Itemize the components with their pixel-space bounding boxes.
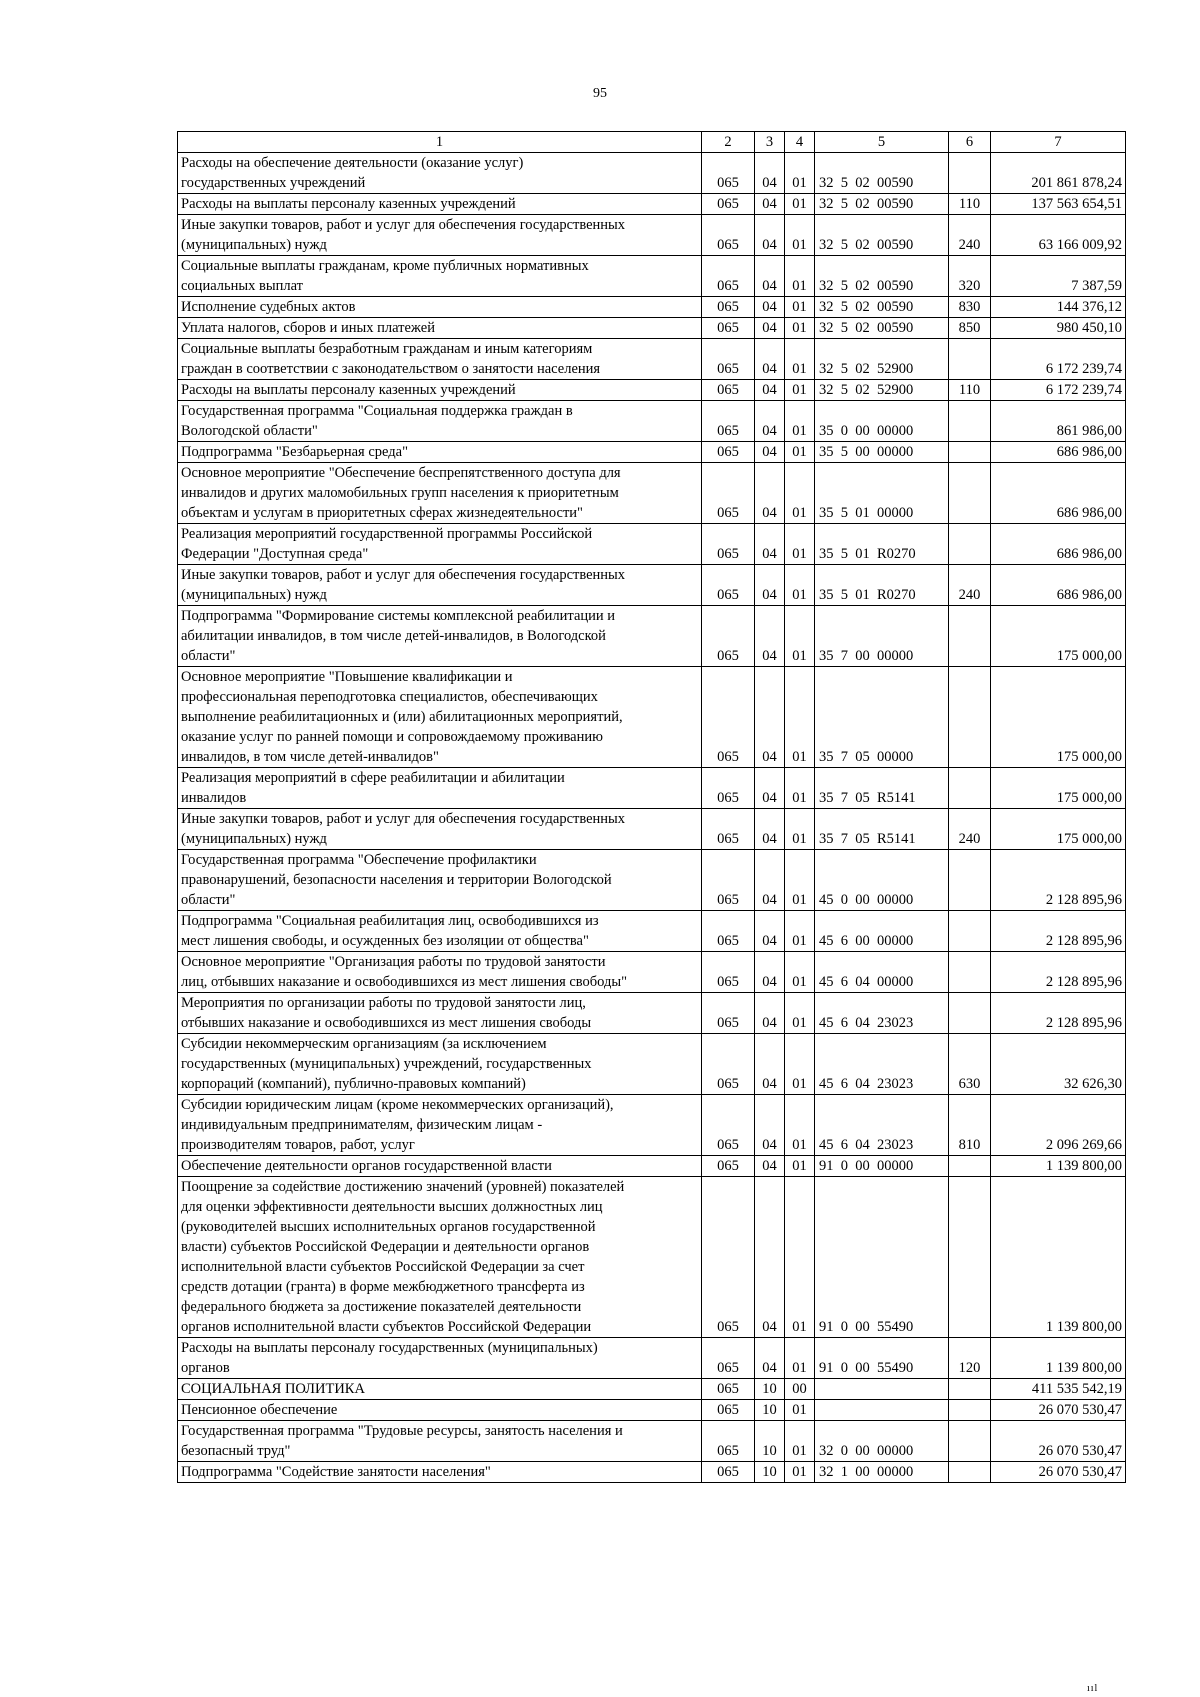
row-expense-type: 110 (949, 194, 991, 215)
row-admin-code: 065 (702, 850, 755, 911)
row-admin-code: 065 (702, 911, 755, 952)
header-col-section: 3 (755, 132, 785, 153)
row-section: 04 (755, 380, 785, 401)
row-admin-code: 065 (702, 952, 755, 993)
row-section: 04 (755, 1034, 785, 1095)
row-admin-code: 065 (702, 1379, 755, 1400)
row-expense-type (949, 442, 991, 463)
row-admin-code: 065 (702, 1034, 755, 1095)
row-subsection: 01 (785, 215, 815, 256)
row-expense-type (949, 768, 991, 809)
table-row (178, 850, 1126, 911)
table-row (178, 194, 1126, 215)
row-section: 04 (755, 194, 785, 215)
row-admin-code: 065 (702, 1156, 755, 1177)
row-expense-type: 850 (949, 318, 991, 339)
table-row (178, 1338, 1126, 1379)
row-expense-type: 240 (949, 215, 991, 256)
table-row (178, 153, 1126, 194)
table-row (178, 1177, 1126, 1338)
row-amount: 2 096 269,66 (991, 1095, 1126, 1156)
row-section: 04 (755, 565, 785, 606)
row-expense-type (949, 606, 991, 667)
row-target-article: 35 5 01 R0270 (815, 524, 949, 565)
row-amount: 7 387,59 (991, 256, 1126, 297)
row-subsection: 01 (785, 952, 815, 993)
row-amount: 26 070 530,47 (991, 1462, 1126, 1483)
budget-table (177, 131, 1126, 1483)
row-section: 04 (755, 606, 785, 667)
row-target-article: 45 0 00 00000 (815, 850, 949, 911)
row-section: 04 (755, 256, 785, 297)
row-subsection: 01 (785, 1156, 815, 1177)
row-name: Уплата налогов, сборов и иных платежей (178, 318, 702, 339)
row-subsection: 01 (785, 993, 815, 1034)
row-expense-type (949, 911, 991, 952)
row-subsection: 01 (785, 256, 815, 297)
row-target-article: 35 5 01 R0270 (815, 565, 949, 606)
row-name: Поощрение за содействие достижению значений (уровней) показателей для оценки эффективности деятельности высших должностных лиц (руководителей высших исполнительных органов государственной власти) субъектов Российской Федерации и деятельности органов исполнительной власти субъектов Российской Федерации за счет средств дотации (гранта) в форме межбюджетного трансферта из федерального бюджета за достижение показателей деятельности органов исполнительной власти субъектов Российской Федерации (178, 1177, 702, 1338)
row-section: 04 (755, 1177, 785, 1338)
row-section: 04 (755, 993, 785, 1034)
row-amount: 2 128 895,96 (991, 952, 1126, 993)
row-admin-code: 065 (702, 380, 755, 401)
row-name: Иные закупки товаров, работ и услуг для обеспечения государственных (муниципальных) нужд (178, 809, 702, 850)
row-name: Расходы на выплаты персоналу казенных учреждений (178, 380, 702, 401)
table-row (178, 318, 1126, 339)
row-subsection: 01 (785, 667, 815, 768)
row-amount: 26 070 530,47 (991, 1421, 1126, 1462)
row-admin-code: 065 (702, 318, 755, 339)
row-section: 10 (755, 1462, 785, 1483)
row-section: 10 (755, 1421, 785, 1462)
row-amount: 861 986,00 (991, 401, 1126, 442)
row-name: Расходы на выплаты персоналу казенных учреждений (178, 194, 702, 215)
table-row (178, 993, 1126, 1034)
row-target-article: 35 7 05 R5141 (815, 809, 949, 850)
table-row (178, 297, 1126, 318)
row-target-article: 32 5 02 00590 (815, 256, 949, 297)
row-admin-code: 065 (702, 606, 755, 667)
row-name: Реализация мероприятий государственной программы Российской Федерации "Доступная среда" (178, 524, 702, 565)
row-section: 04 (755, 809, 785, 850)
row-amount: 175 000,00 (991, 606, 1126, 667)
row-section: 04 (755, 1156, 785, 1177)
row-expense-type: 320 (949, 256, 991, 297)
row-expense-type: 830 (949, 297, 991, 318)
row-subsection: 01 (785, 194, 815, 215)
row-target-article: 45 6 04 00000 (815, 952, 949, 993)
table-row (178, 667, 1126, 768)
row-section: 04 (755, 153, 785, 194)
row-name: Государственная программа "Обеспечение профилактики правонарушений, безопасности населения и территории Вологодской области" (178, 850, 702, 911)
table-row (178, 1156, 1126, 1177)
row-admin-code: 065 (702, 1095, 755, 1156)
table-row (178, 911, 1126, 952)
table-body (178, 153, 1126, 1483)
table-row (178, 215, 1126, 256)
row-admin-code: 065 (702, 153, 755, 194)
row-name: Реализация мероприятий в сфере реабилитации и абилитации инвалидов (178, 768, 702, 809)
row-expense-type: 120 (949, 1338, 991, 1379)
row-admin-code: 065 (702, 256, 755, 297)
row-subsection: 01 (785, 524, 815, 565)
row-section: 04 (755, 297, 785, 318)
row-name: Государственная программа "Социальная поддержка граждан в Вологодской области" (178, 401, 702, 442)
row-admin-code: 065 (702, 297, 755, 318)
row-amount: 2 128 895,96 (991, 911, 1126, 952)
row-admin-code: 065 (702, 993, 755, 1034)
row-section: 04 (755, 768, 785, 809)
row-admin-code: 065 (702, 565, 755, 606)
row-name: Основное мероприятие "Организация работы по трудовой занятости лиц, отбывших наказание и освободившихся из мест лишения свободы" (178, 952, 702, 993)
row-expense-type: 240 (949, 809, 991, 850)
row-target-article: 45 6 04 23023 (815, 1034, 949, 1095)
row-target-article (815, 1400, 949, 1421)
row-subsection: 01 (785, 1462, 815, 1483)
row-name: Государственная программа "Трудовые ресурсы, занятость населения и безопасный труд" (178, 1421, 702, 1462)
row-section: 04 (755, 911, 785, 952)
row-amount: 686 986,00 (991, 524, 1126, 565)
table-row (178, 565, 1126, 606)
row-section: 04 (755, 667, 785, 768)
row-target-article: 32 5 02 52900 (815, 380, 949, 401)
table-row (178, 380, 1126, 401)
row-section: 04 (755, 1338, 785, 1379)
row-section: 04 (755, 318, 785, 339)
row-target-article: 35 5 00 00000 (815, 442, 949, 463)
row-amount: 175 000,00 (991, 809, 1126, 850)
row-target-article (815, 1379, 949, 1400)
row-target-article: 91 0 00 55490 (815, 1177, 949, 1338)
row-subsection: 01 (785, 463, 815, 524)
row-name: Иные закупки товаров, работ и услуг для обеспечения государственных (муниципальных) нужд (178, 565, 702, 606)
row-amount: 201 861 878,24 (991, 153, 1126, 194)
row-target-article: 45 6 00 00000 (815, 911, 949, 952)
table-row (178, 1034, 1126, 1095)
table-row (178, 809, 1126, 850)
row-admin-code: 065 (702, 667, 755, 768)
row-section: 04 (755, 850, 785, 911)
row-section: 04 (755, 1095, 785, 1156)
row-expense-type: 240 (949, 565, 991, 606)
row-amount: 2 128 895,96 (991, 850, 1126, 911)
row-name: Исполнение судебных актов (178, 297, 702, 318)
table-row (178, 463, 1126, 524)
row-subsection: 01 (785, 1034, 815, 1095)
row-target-article: 32 5 02 52900 (815, 339, 949, 380)
row-admin-code: 065 (702, 463, 755, 524)
row-target-article: 32 5 02 00590 (815, 297, 949, 318)
row-admin-code: 065 (702, 215, 755, 256)
row-admin-code: 065 (702, 442, 755, 463)
row-subsection: 01 (785, 153, 815, 194)
row-name: Обеспечение деятельности органов государственной власти (178, 1156, 702, 1177)
row-expense-type (949, 1400, 991, 1421)
row-amount: 175 000,00 (991, 667, 1126, 768)
row-subsection: 01 (785, 1177, 815, 1338)
row-section: 10 (755, 1400, 785, 1421)
row-admin-code: 065 (702, 524, 755, 565)
row-subsection: 01 (785, 339, 815, 380)
row-name: Мероприятия по организации работы по трудовой занятости лиц, отбывших наказание и освободившихся из мест лишения свободы (178, 993, 702, 1034)
row-expense-type (949, 1177, 991, 1338)
row-amount: 26 070 530,47 (991, 1400, 1126, 1421)
row-name: Субсидии юридическим лицам (кроме некоммерческих организаций), индивидуальным предпринимателям, физическим лицам - производителям товаров, работ, услуг (178, 1095, 702, 1156)
row-subsection: 01 (785, 442, 815, 463)
table-row (178, 256, 1126, 297)
row-subsection: 01 (785, 318, 815, 339)
row-name: Подпрограмма "Формирование системы комплексной реабилитации и абилитации инвалидов, в том числе детей-инвалидов, в Вологодской области" (178, 606, 702, 667)
row-target-article: 32 5 02 00590 (815, 194, 949, 215)
row-amount: 6 172 239,74 (991, 380, 1126, 401)
table-row (178, 606, 1126, 667)
row-target-article: 35 7 05 R5141 (815, 768, 949, 809)
row-section: 04 (755, 215, 785, 256)
row-subsection: 01 (785, 1421, 815, 1462)
footer-mark: ııl (1087, 1683, 1099, 1694)
row-expense-type (949, 153, 991, 194)
row-admin-code: 065 (702, 194, 755, 215)
table-row (178, 442, 1126, 463)
row-expense-type (949, 339, 991, 380)
row-amount: 686 986,00 (991, 442, 1126, 463)
row-admin-code: 065 (702, 1338, 755, 1379)
row-amount: 1 139 800,00 (991, 1156, 1126, 1177)
header-col-expense-type: 6 (949, 132, 991, 153)
row-target-article: 45 6 04 23023 (815, 1095, 949, 1156)
row-amount: 2 128 895,96 (991, 993, 1126, 1034)
header-col-name: 1 (178, 132, 702, 153)
row-target-article: 35 7 00 00000 (815, 606, 949, 667)
row-target-article: 91 0 00 55490 (815, 1338, 949, 1379)
row-admin-code: 065 (702, 809, 755, 850)
row-target-article: 32 1 00 00000 (815, 1462, 949, 1483)
row-target-article: 32 5 02 00590 (815, 215, 949, 256)
row-expense-type (949, 524, 991, 565)
row-name: Иные закупки товаров, работ и услуг для обеспечения государственных (муниципальных) нужд (178, 215, 702, 256)
row-name: Подпрограмма "Социальная реабилитация лиц, освободившихся из мест лишения свободы, и осужденных без изоляции от общества" (178, 911, 702, 952)
row-amount: 1 139 800,00 (991, 1177, 1126, 1338)
table-row (178, 1421, 1126, 1462)
row-amount: 63 166 009,92 (991, 215, 1126, 256)
row-amount: 175 000,00 (991, 768, 1126, 809)
row-subsection: 01 (785, 1095, 815, 1156)
table-row (178, 401, 1126, 442)
row-expense-type (949, 667, 991, 768)
row-target-article: 35 0 00 00000 (815, 401, 949, 442)
row-subsection: 01 (785, 297, 815, 318)
row-amount: 686 986,00 (991, 565, 1126, 606)
row-name: Основное мероприятие "Повышение квалификации и профессиональная переподготовка специалистов, обеспечивающих выполнение реабилитационных и (или) абилитационных мероприятий, оказание услуг по ранней помощи и сопровождаемому проживанию инвалидов, в том числе детей-инвалидов" (178, 667, 702, 768)
row-amount: 144 376,12 (991, 297, 1126, 318)
row-expense-type: 810 (949, 1095, 991, 1156)
row-target-article: 35 7 05 00000 (815, 667, 949, 768)
header-col-admin: 2 (702, 132, 755, 153)
row-subsection: 01 (785, 850, 815, 911)
row-section: 10 (755, 1379, 785, 1400)
row-admin-code: 065 (702, 339, 755, 380)
row-expense-type (949, 1462, 991, 1483)
row-subsection: 01 (785, 606, 815, 667)
row-subsection: 01 (785, 565, 815, 606)
table-row (178, 952, 1126, 993)
row-expense-type: 110 (949, 380, 991, 401)
row-amount: 686 986,00 (991, 463, 1126, 524)
row-admin-code: 065 (702, 768, 755, 809)
table-row (178, 1462, 1126, 1483)
row-section: 04 (755, 524, 785, 565)
row-name: Социальные выплаты безработным гражданам и иным категориям граждан в соответствии с законодательством о занятости населения (178, 339, 702, 380)
row-expense-type (949, 1156, 991, 1177)
row-subsection: 01 (785, 401, 815, 442)
row-subsection: 01 (785, 809, 815, 850)
row-subsection: 01 (785, 1400, 815, 1421)
header-col-subsection: 4 (785, 132, 815, 153)
header-row (178, 132, 1126, 153)
row-admin-code: 065 (702, 1177, 755, 1338)
header-col-amount: 7 (991, 132, 1126, 153)
table-row (178, 768, 1126, 809)
row-target-article: 91 0 00 00000 (815, 1156, 949, 1177)
row-name: Подпрограмма "Содействие занятости населения" (178, 1462, 702, 1483)
header-col-target-article: 5 (815, 132, 949, 153)
row-subsection: 01 (785, 911, 815, 952)
row-admin-code: 065 (702, 401, 755, 442)
row-amount: 32 626,30 (991, 1034, 1126, 1095)
row-admin-code: 065 (702, 1400, 755, 1421)
row-amount: 411 535 542,19 (991, 1379, 1126, 1400)
row-section: 04 (755, 952, 785, 993)
row-name: Пенсионное обеспечение (178, 1400, 702, 1421)
row-name: Расходы на обеспечение деятельности (оказание услуг) государственных учреждений (178, 153, 702, 194)
table-row (178, 1095, 1126, 1156)
table-row (178, 1400, 1126, 1421)
row-target-article: 32 0 00 00000 (815, 1421, 949, 1462)
row-admin-code: 065 (702, 1421, 755, 1462)
row-section: 04 (755, 401, 785, 442)
row-subsection: 01 (785, 1338, 815, 1379)
row-target-article: 45 6 04 23023 (815, 993, 949, 1034)
row-name: СОЦИАЛЬНАЯ ПОЛИТИКА (178, 1379, 702, 1400)
row-admin-code: 065 (702, 1462, 755, 1483)
row-name: Расходы на выплаты персоналу государственных (муниципальных) органов (178, 1338, 702, 1379)
row-expense-type (949, 1421, 991, 1462)
row-amount: 6 172 239,74 (991, 339, 1126, 380)
row-expense-type (949, 401, 991, 442)
row-subsection: 00 (785, 1379, 815, 1400)
row-expense-type (949, 952, 991, 993)
row-amount: 1 139 800,00 (991, 1338, 1126, 1379)
row-name: Подпрограмма "Безбарьерная среда" (178, 442, 702, 463)
row-target-article: 32 5 02 00590 (815, 153, 949, 194)
row-expense-type (949, 993, 991, 1034)
row-target-article: 32 5 02 00590 (815, 318, 949, 339)
row-expense-type (949, 1379, 991, 1400)
table-row (178, 339, 1126, 380)
row-amount: 137 563 654,51 (991, 194, 1126, 215)
row-expense-type: 630 (949, 1034, 991, 1095)
row-subsection: 01 (785, 380, 815, 401)
row-name: Субсидии некоммерческим организациям (за исключением государственных (муниципальных) учреждений, государственных корпораций (компаний), публично-правовых компаний) (178, 1034, 702, 1095)
table-row (178, 524, 1126, 565)
row-subsection: 01 (785, 768, 815, 809)
row-section: 04 (755, 463, 785, 524)
row-section: 04 (755, 339, 785, 380)
row-amount: 980 450,10 (991, 318, 1126, 339)
page-number: 95 (593, 86, 607, 101)
row-expense-type (949, 850, 991, 911)
row-name: Основное мероприятие "Обеспечение беспрепятственного доступа для инвалидов и других маломобильных групп населения к приоритетным объектам и услугам в приоритетных сферах жизнедеятельности" (178, 463, 702, 524)
row-section: 04 (755, 442, 785, 463)
table-row (178, 1379, 1126, 1400)
row-name: Социальные выплаты гражданам, кроме публичных нормативных социальных выплат (178, 256, 702, 297)
row-target-article: 35 5 01 00000 (815, 463, 949, 524)
row-expense-type (949, 463, 991, 524)
